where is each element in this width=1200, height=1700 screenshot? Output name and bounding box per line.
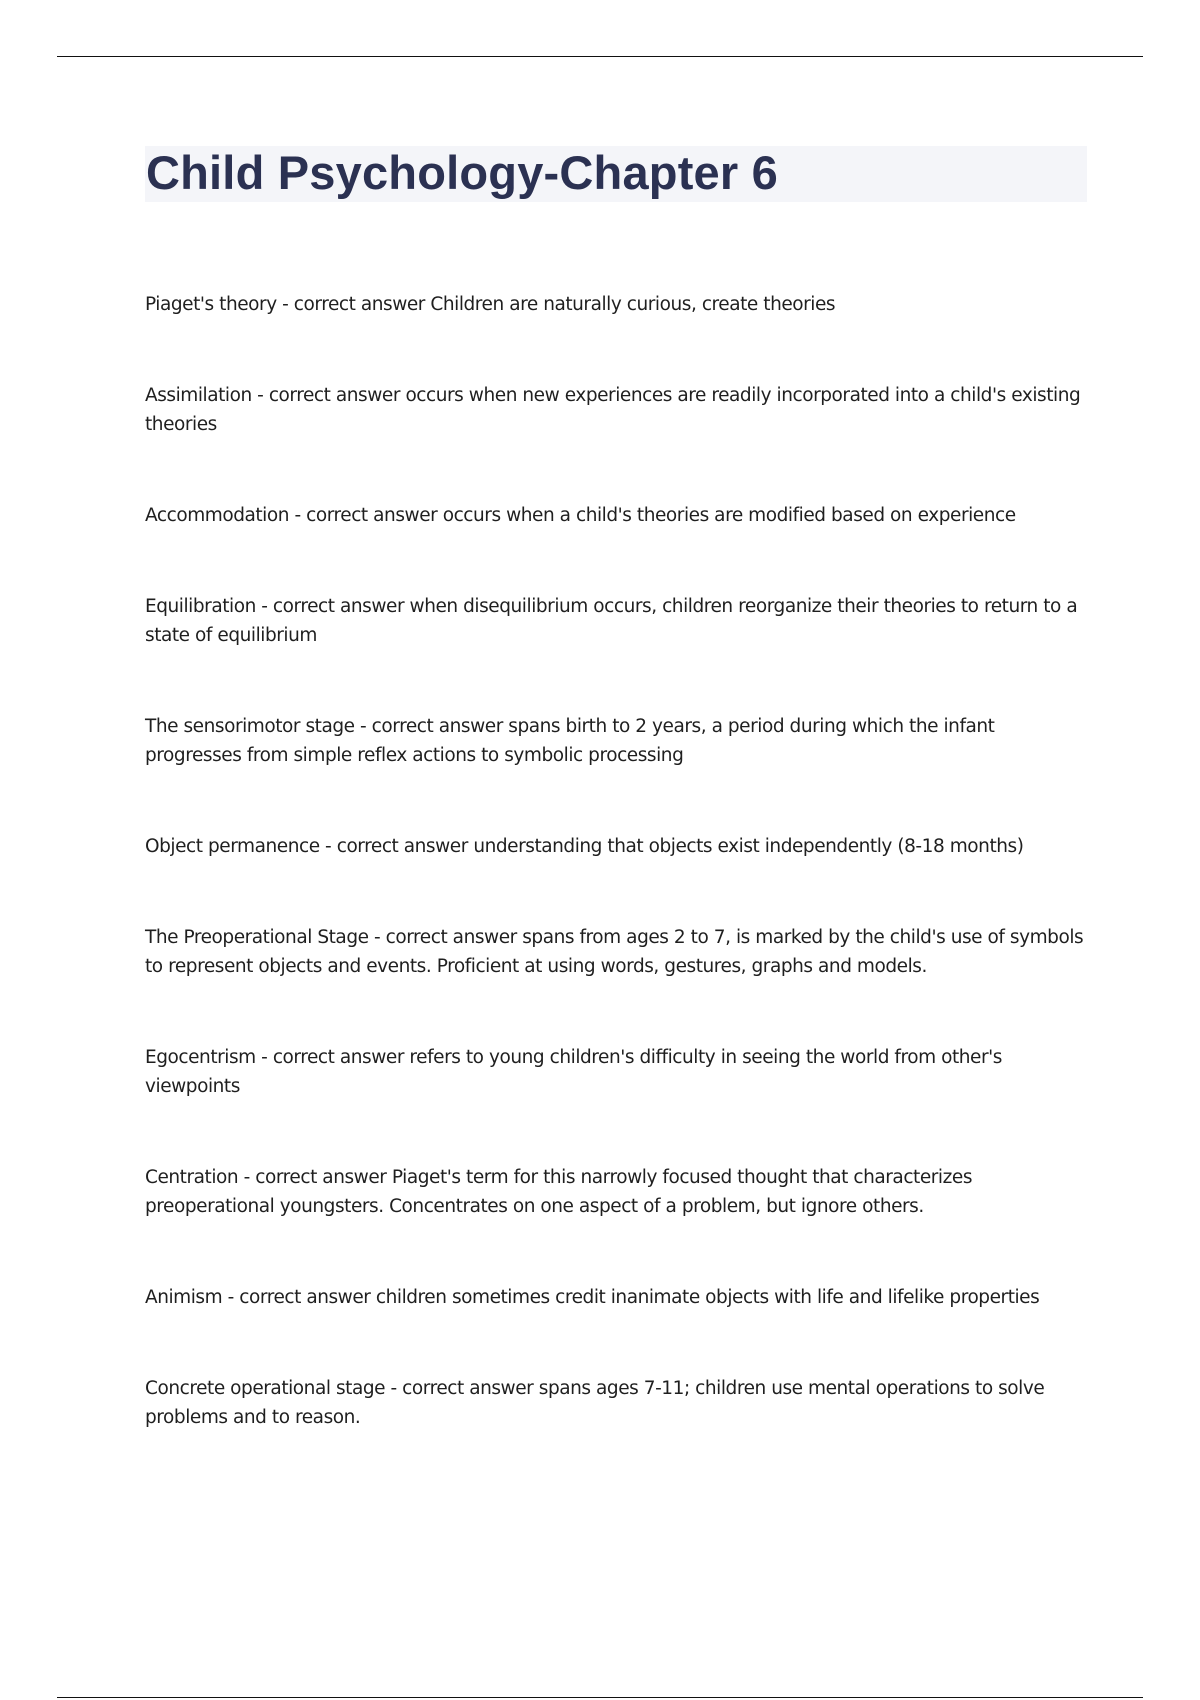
flashcard-entry-concrete-operational-stage: Concrete operational stage - correct answer spans ages 7-11; children use mental operations to solve problems and to reason.: [145, 1378, 1045, 1428]
flashcard-list: [145, 290, 1095, 1494]
footer-rule: [57, 1697, 1143, 1698]
page-title: Child Psychology-Chapter 6: [146, 146, 778, 199]
flashcard-entry-centration: Centration - correct answer Piaget's term for this narrowly focused thought that characterizes preoperational youngsters. Concentrates on one aspect of a problem, but ignore others.: [145, 1167, 973, 1217]
flashcard-entry-animism: Animism - correct answer children sometimes credit inanimate objects with life and lifelike properties: [145, 1287, 1040, 1308]
flashcard-entry-assimilation: Assimilation - correct answer occurs when new experiences are readily incorporated into a child's existing theories: [145, 385, 1081, 435]
flashcard-entry-accommodation: Accommodation - correct answer occurs when a child's theories are modified based on experience: [145, 505, 1016, 526]
flashcard-entry-preoperational-stage: The Preoperational Stage - correct answer spans from ages 2 to 7, is marked by the child's use of symbols to represent objects and events. Proficient at using words, gestures, graphs and models.: [145, 927, 1084, 977]
flashcard-entry-egocentrism: Egocentrism - correct answer refers to young children's difficulty in seeing the world from other's viewpoints: [145, 1047, 1002, 1097]
header-rule: [57, 56, 1143, 57]
flashcard-entry-sensorimotor-stage: The sensorimotor stage - correct answer spans birth to 2 years, a period during which the infant progresses from simple reflex actions to symbolic processing: [145, 716, 995, 766]
flashcard-entry-equilibration: Equilibration - correct answer when disequilibrium occurs, children reorganize their theories to return to a state of equilibrium: [145, 596, 1078, 646]
flashcard-entry-object-permanence: Object permanence - correct answer understanding that objects exist independently (8-18 months): [145, 836, 1024, 857]
flashcard-entry-piagets-theory: Piaget's theory - correct answer Children are naturally curious, create theories: [145, 294, 836, 315]
